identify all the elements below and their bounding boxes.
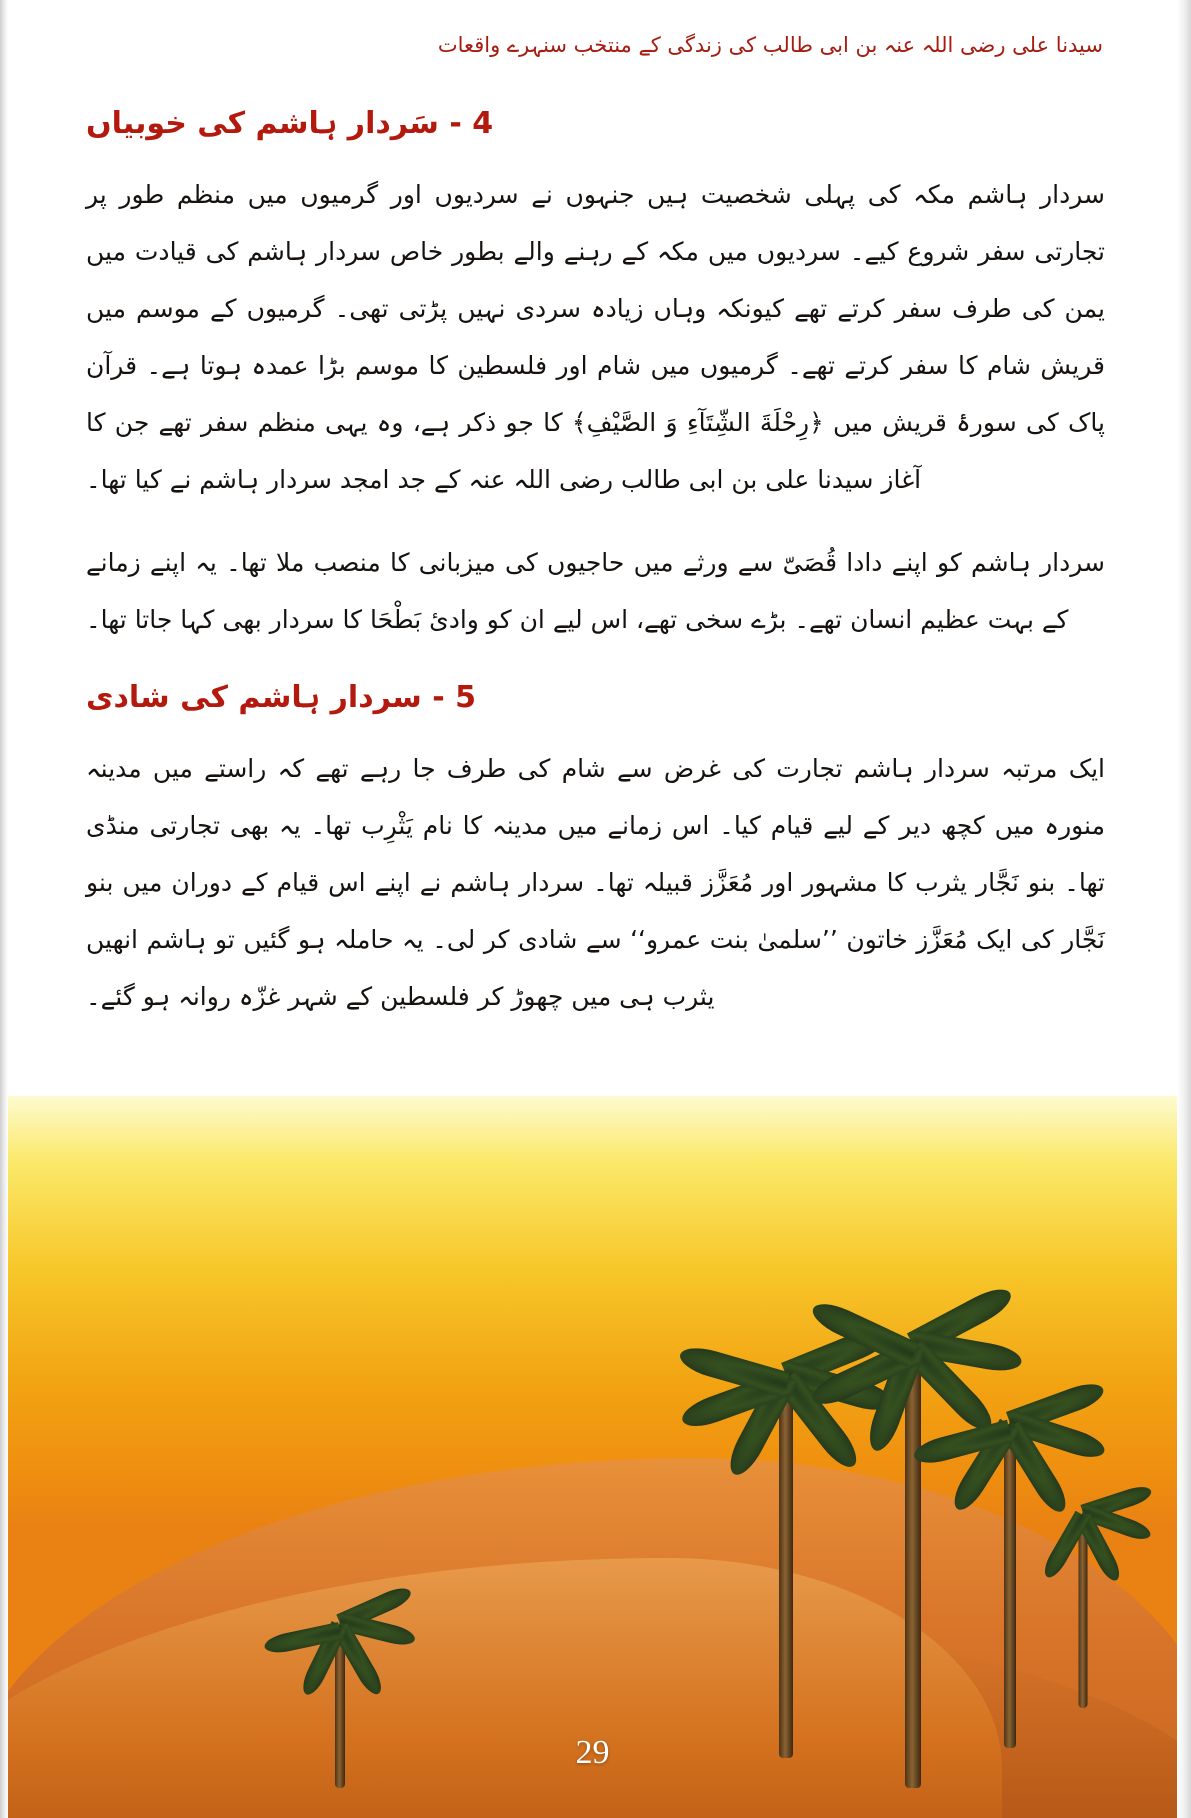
scan-edge-left (0, 0, 8, 1818)
scan-edge-right (1177, 0, 1191, 1818)
running-head: سیدنا علی رضی اللہ عنہ بن ابی طالب کی زندگی کے منتخب سنہرے واقعات (437, 33, 1103, 57)
section-heading-5: 5 - سردار ہاشم کی شادی (86, 680, 476, 715)
page-number: 29 (575, 1734, 610, 1771)
section-5-paragraph-1: ایک مرتبہ سردار ہاشم تجارت کی غرض سے شام کی طرف جا رہے تھے کہ راستے میں مدینہ منورہ میں کچھ دیر کے لیے قیام کیا۔ اس زمانے میں مدینہ کا نام یَثْرِب تھا۔ یہ بھی تجارتی منڈی تھا۔ بنو نَجَّار یثرب کا مشہور اور مُعَزَّز قبیلہ تھا۔ سردار ہاشم نے اپنے اس قیام کے دوران میں بنو نَجَّار کی ایک مُعَزَّز خاتون ’’سلمیٰ بنت عمرو‘‘ سے شادی کر لی۔ یہ حاملہ ہو گئیں تو ہاشم انھیں یثرب ہی میں چھوڑ کر فلسطین کے شہر غزّہ روانہ ہو گئے۔ (86, 754, 1105, 1011)
section-heading-4: 4 - سَردار ہاشم کی خوبیاں (86, 106, 494, 141)
desert-photo (8, 1096, 1177, 1818)
section-4-paragraph-1: سردار ہاشم مکہ کی پہلی شخصیت ہیں جنہوں نے سردیوں اور گرمیوں میں منظم طور پر تجارتی سفر شروع کیے۔ سردیوں میں مکہ کے رہنے والے بطور خاص سردار ہاشم کی قیادت میں یمن کی طرف سفر کرتے تھے کیونکہ وہاں زیادہ سردی نہیں پڑتی تھی۔ گرمیوں کے موسم میں قریش شام کا سفر کرتے تھے۔ گرمیوں میں شام اور فلسطین کا موسم بڑا عمدہ ہوتا ہے۔ قرآن پاک کی سورۂ قریش میں ﴿رِحْلَةَ الشِّتَآءِ وَ الصَّيْفِ﴾ کا جو ذکر ہے، وہ یہی منظم سفر تھے جن کا آغاز سیدنا علی بن ابی طالب رضی اللہ عنہ کے جد امجد سردار ہاشم نے کیا تھا۔ (86, 180, 1105, 494)
palm-tree-5 (1013, 1448, 1153, 1708)
page-content (86, 84, 1105, 1051)
section-4-paragraph-2: سردار ہاشم کو اپنے دادا قُصَیّ سے ورثے میں حاجیوں کی میزبانی کا منصب ملا تھا۔ یہ اپنے زمانے کے بہت عظیم انسان تھے۔ بڑے سخی تھے، اس لیے ان کو وادئ بَطْحَا کا سردار بھی کہا جاتا تھا۔ (86, 548, 1105, 634)
